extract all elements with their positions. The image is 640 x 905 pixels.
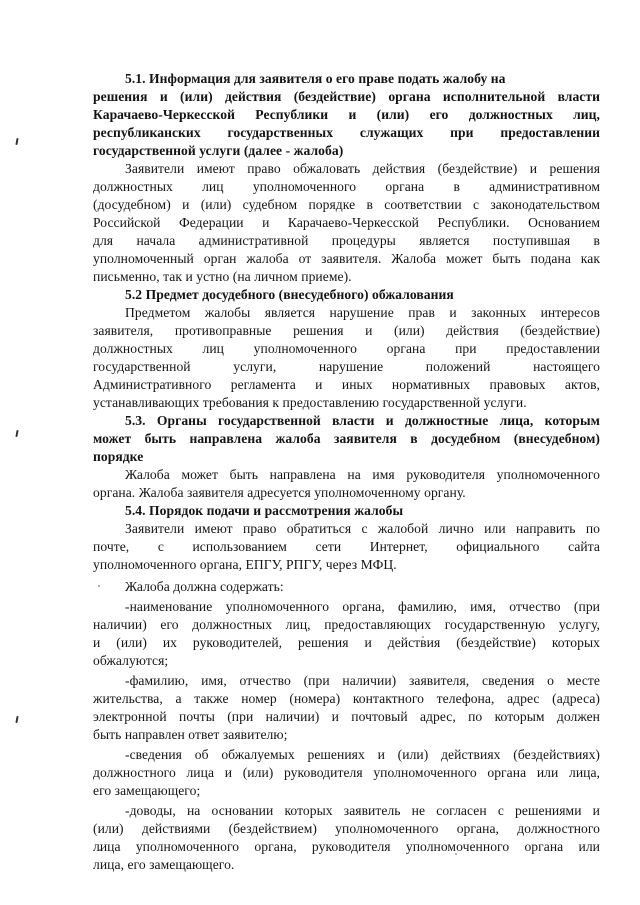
section-heading-5-3: может быть направлена жалоба заявителя в досудебном (внесудебном): [93, 431, 600, 446]
paragraph-line: Заявители имеют право обжаловать действия (бездействие) и решения: [125, 161, 600, 176]
list-item-line: -наименование уполномоченного органа, фамилию, имя, отчество (при: [125, 599, 600, 614]
paragraph-line: должностных лиц уполномоченного органа в административном: [93, 179, 600, 194]
section-heading-5-3: 5.3. Органы государственной власти и должностные лица, которым: [125, 413, 600, 428]
list-item-line: наличии) его должностных лиц, предоставляющих государственную услугу,: [93, 617, 600, 632]
list-item-line: и (или) их руководителей, решения и действия (бездействие) которых: [93, 635, 600, 650]
list-item-line: лица уполномоченного органа, руководителя уполномоченного органа или: [93, 839, 600, 854]
scan-speck: [98, 585, 100, 587]
paragraph-line: органа. Жалоба заявителя адресуется уполномоченному органу.: [93, 485, 466, 500]
paragraph-line: заявителя, противоправные решения и (или) действия (бездействие): [93, 323, 600, 338]
margin-mark: [15, 716, 18, 723]
list-item-line: обжалуются;: [93, 653, 169, 668]
paragraph-line: устанавливающих требования к предоставлению государственной услуги.: [93, 395, 527, 410]
paragraph-line: письменно, так и устно (на личном приеме).: [93, 269, 352, 284]
section-heading-5-1: 5.1. Информация для заявителя о его праве подать жалобу на: [125, 71, 506, 86]
list-item-line: (или) действиями (бездействием) уполномоченного органа, должностного: [93, 821, 600, 836]
paragraph-line: Заявители имеют право обратиться с жалобой лично или направить по: [125, 521, 600, 536]
section-heading-5-3: порядке: [93, 449, 144, 464]
paragraph-line: Предметом жалобы является нарушение прав и законных интересов: [125, 305, 600, 320]
paragraph-line: Жалоба может быть направлена на имя руководителя уполномоченного: [125, 467, 600, 482]
list-item-line: быть направлен ответ заявителю;: [93, 727, 288, 742]
section-heading-5-1: решения и (или) действия (бездействие) органа исполнительной власти: [93, 89, 600, 104]
list-item-line: -фамилию, имя, отчество (при наличии) заявителя, сведения о месте: [125, 673, 600, 688]
list-item-line: должностного лица и (или) руководителя уполномоченного органа или лица,: [93, 765, 600, 780]
list-item-line: -доводы, на основании которых заявитель не согласен с решениями и: [125, 803, 600, 818]
paragraph-line: почте, с использованием сети Интернет, официального сайта: [93, 539, 600, 554]
section-heading-5-2: 5.2 Предмет досудебного (внесудебного) обжалования: [125, 287, 454, 302]
section-heading-5-1: республиканских государственных служащих при предоставлении: [93, 125, 600, 140]
paragraph-line: государственной услуги, нарушение положений настоящего: [93, 359, 600, 374]
paragraph-line: уполномоченный орган жалоба от заявителя. Жалоба может быть подана как: [93, 251, 600, 266]
margin-mark: [15, 138, 18, 145]
paragraph-line: Жалоба должна содержать:: [125, 579, 284, 594]
paragraph-line: Административного регламента и иных нормативных правовых актов,: [93, 377, 600, 392]
section-heading-5-1: государственной услуги (далее - жалоба): [93, 143, 344, 158]
margin-mark: [15, 430, 18, 437]
section-heading-5-1: Карачаево-Черкесской Республики и (или) его должностных лиц,: [93, 107, 600, 122]
section-heading-5-4: 5.4. Порядок подачи и рассмотрения жалобы: [125, 503, 404, 518]
list-item-line: лица, его замещающего.: [93, 857, 235, 872]
paragraph-line: (досудебном) и (или) судебном порядке в соответствии с законодательством: [93, 197, 600, 212]
paragraph-line: уполномоченного органа, ЕПГУ, РПГУ, через МФЦ.: [93, 557, 397, 572]
list-item-line: его замещающего;: [93, 783, 201, 798]
list-item-line: -сведения об обжалуемых решениях и (или) действиях (бездействиях): [125, 747, 600, 762]
paragraph-line: для начала административной процедуры является поступившая в: [93, 233, 600, 248]
list-item-line: жительства, а также номер (номера) контактного телефона, адрес (адреса): [93, 691, 600, 706]
list-item-line: электронной почты (при наличии) и почтовый адрес, по которым должен: [93, 709, 600, 724]
paragraph-line: должностных лиц уполномоченного органа при предоставлении: [93, 341, 600, 356]
paragraph-line: Российской Федерации и Карачаево-Черкесской Республики. Основанием: [93, 215, 600, 230]
